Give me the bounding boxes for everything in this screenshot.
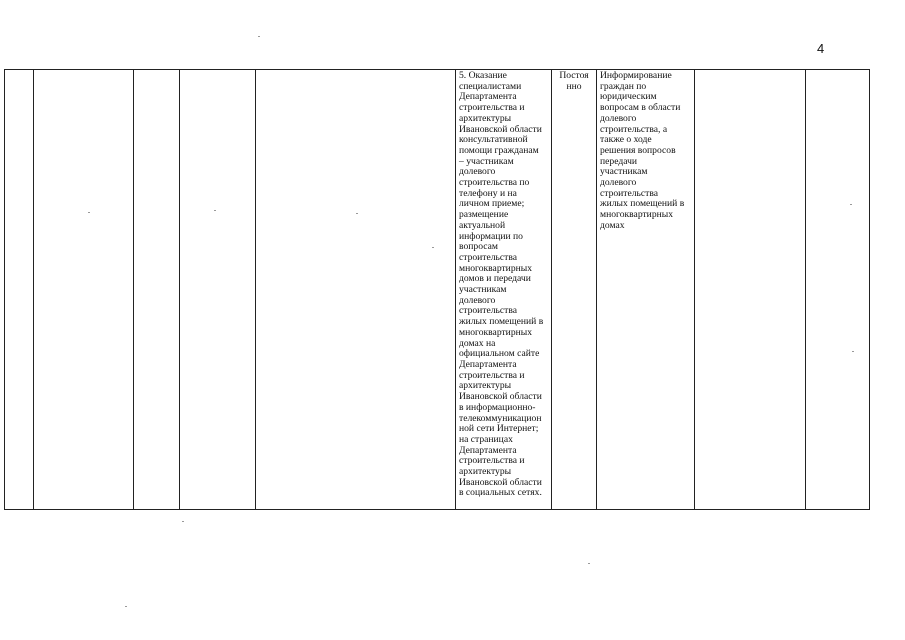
table-cell-empty <box>34 70 134 510</box>
table-cell-empty <box>180 70 256 510</box>
measure-text: 5. Оказание специалистами Департамента строительства и архитектуры Ивановской области консультативной помощи гражданам – участникам долевого строительства по телефону и на личном приеме; размещение актуальной информации по вопросам строительства многоквартирных домов и передачи участникам долевого строительства жилых помещений в многоквартирных домах на официальном сайте Департамента строительства и архитектуры Ивановской области в информационно- телекоммуникацион ной сети Интернет; на страницах Департамента строительства и архитектуры Ивановской области в социальных сетях. <box>459 70 544 499</box>
page-number: 4 <box>817 41 825 56</box>
measure-cell <box>456 70 552 510</box>
result-text: Информирование граждан по юридическим вопросам в области долевого строительства, а также о ходе решения вопросов передачи участникам долевого строительства жилых помещений в многоквартирных домах <box>600 70 685 231</box>
table-cell-empty <box>134 70 180 510</box>
table-cell-empty <box>806 70 870 510</box>
result-cell <box>597 70 695 510</box>
term-text: Постоя нно <box>559 70 589 92</box>
table-row <box>5 70 870 510</box>
term-cell <box>552 70 597 510</box>
table-cell-empty <box>695 70 806 510</box>
table-cell-empty <box>256 70 456 510</box>
measures-table <box>4 69 870 510</box>
table-cell-empty <box>5 70 34 510</box>
